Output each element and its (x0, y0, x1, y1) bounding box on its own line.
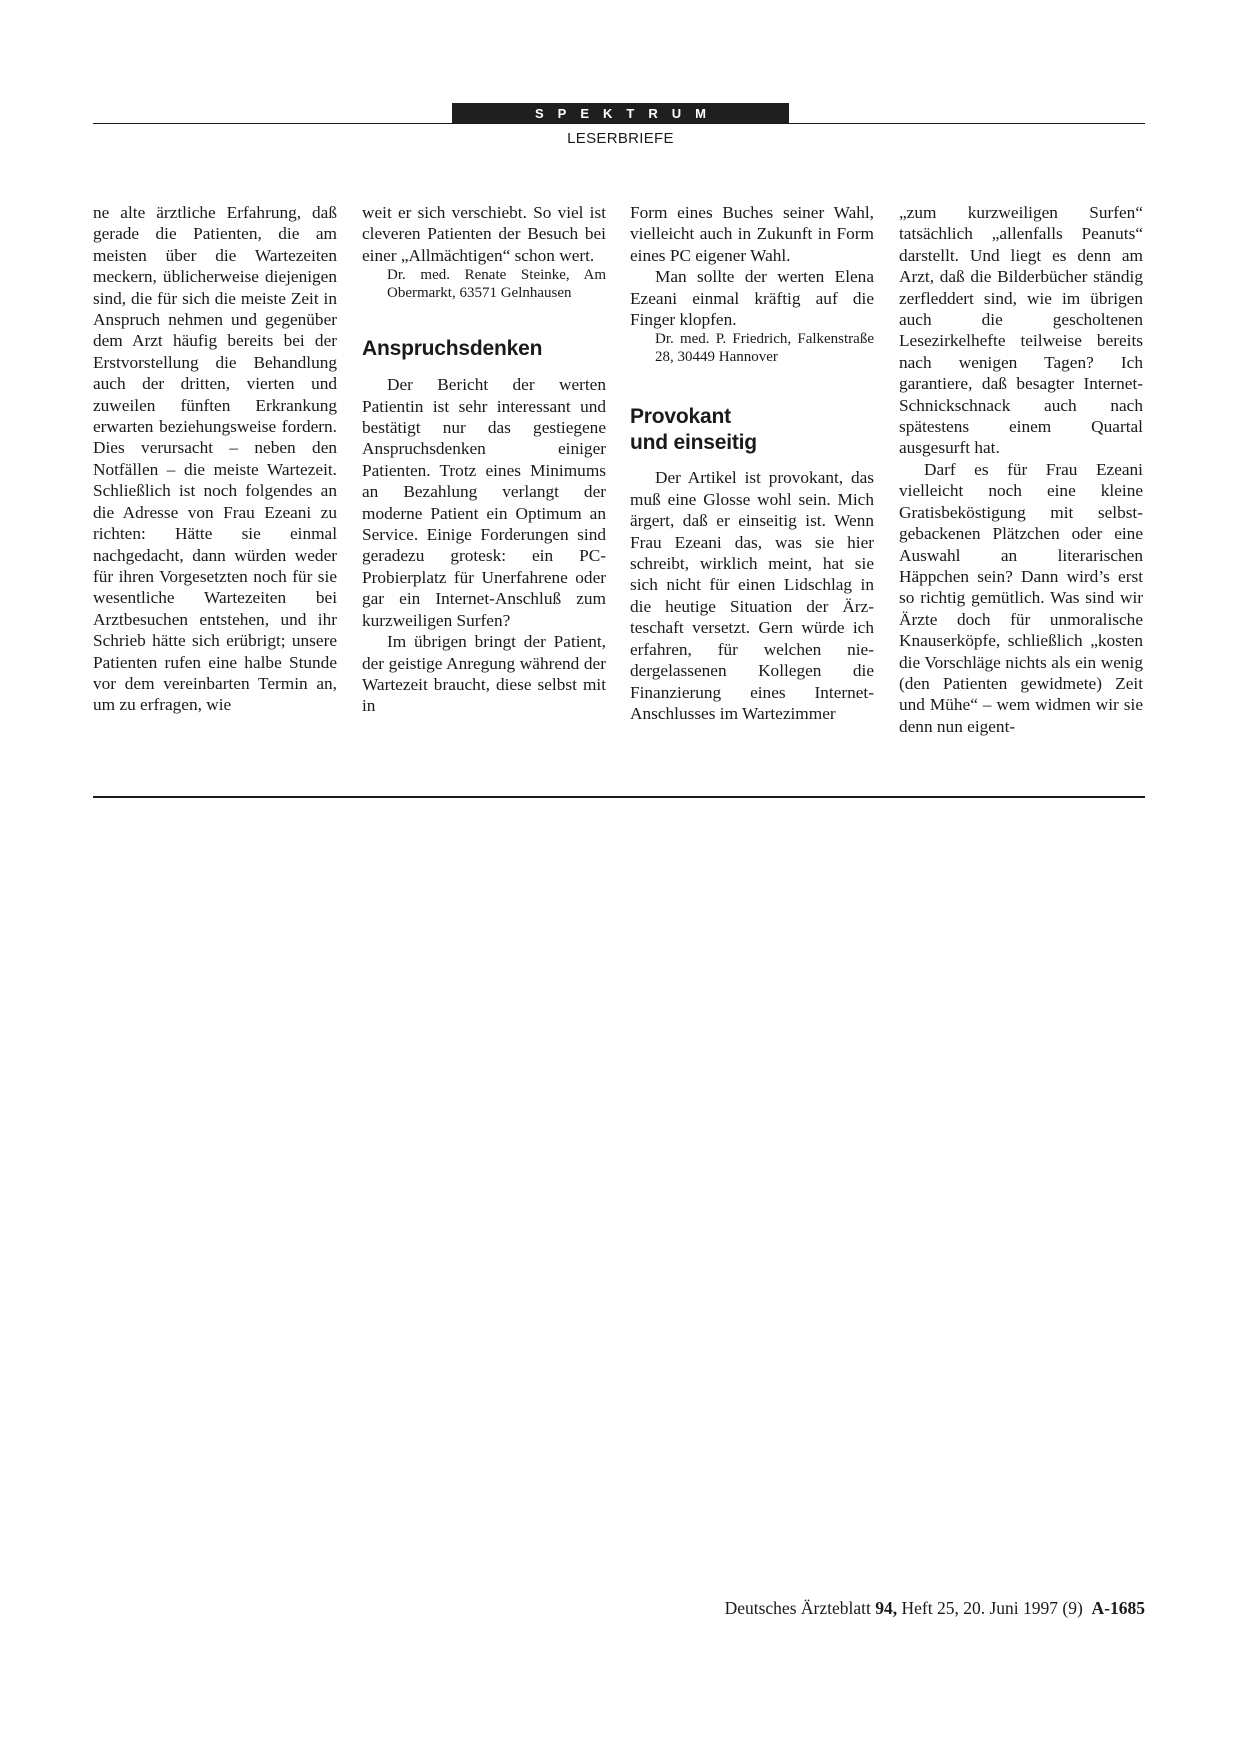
column-1 (93, 202, 337, 716)
letter-signature: Dr. med. P. Friedrich, Falkenstraße 28, 30449 Hannover (655, 331, 874, 366)
letter-paragraph: Der Bericht der werten Patientin ist sehr interessant und bestätigt nur das gestiegene Anspruchsdenken einiger Patienten. Trotz eines Minimums an Bezahlung verlangt der moderne Patient ein Optimum an Service. Einige Forderungen sind geradezu grotesk: ein PC-Probierplatz für Unerfahrene oder gar ein Internet-Anschluß zum kurzweiligen Surfen? (362, 375, 606, 630)
letter-continuation-text: weit er sich verschiebt. So viel ist cleveren Patienten der Besuch bei einer „Allmächtigen“ schon wert. (362, 203, 606, 265)
letter-paragraph: Darf es für Frau Ezeani vielleicht noch eine kleine Gratisbeköstigung mit selbstgebackenen Plätzchen oder eine Auswahl an literarischen Häppchen sein? Dann wird’s erst so richtig gemütlich. Was sind wir Ärzte doch für unmoralische Knauserköpfe, schließlich „kosten die Vorschläge nichts als ein wenig (den Patienten gewidmete) Zeit und Mühe“ – wem widmen wir sie denn nun eigent- (899, 459, 1143, 736)
letter-paragraph: Man sollte der werten Elena Ezeani einmal kräftig auf die Finger klopfen. (630, 267, 874, 330)
journal-name: Deutsches Ärzteblatt (724, 1598, 871, 1618)
subsection-label: LESERBRIEFE (567, 130, 674, 147)
column-4 (899, 202, 1143, 737)
column-3 (630, 202, 874, 724)
heading-line-2: und einseitig (630, 431, 757, 455)
page-number: A-1685 (1091, 1598, 1145, 1618)
letter-heading: Anspruchsdenken (362, 337, 543, 361)
letter-signature: Dr. med. Renate Steinke, Am Obermarkt, 63571 Gelnhausen (387, 267, 606, 302)
letter-continuation-text: ne alte ärztliche Erfahrung, daß gerade die Patienten, die am meisten über die Wartezeiten meckern, üblicherweise diejenigen sind, die für sich die meiste Zeit in Anspruch nehmen und gegenüber dem Arzt häufig bereits bei der Erstvorstellung die Behandlung auch der dritten, vierten und zuweilen fünften Erkrankung erwarten beziehungsweise fordern. Dies verursacht – neben den Notfällen – die meiste Wartezeit. Schließlich ist noch folgendes an die Adresse von Frau Ezeani zu richten: Hätte sie einmal nachgedacht, dann würden weder für ihren Vorgesetzten noch für sie wesentliche Wartezeiten bei Arztbesuchen entstehen, und ihr Schrieb hätte sich erübrigt; unsere Patienten rufen eine halbe Stunde vor dem vereinbarten Termin an, um zu erfragen, wie (93, 203, 337, 715)
letter-continuation-text: „zum kurzweiligen Surfen“ tatsächlich „allenfalls Peanuts“ darstellt. Und liegt es denn am Arzt, daß die Bilderbücher ständig zerfleddert sind, wie im übrigen auch die gescholtenen Lesezirkelhefte teilweise bereits nach wenigen Tagen? Ich garantiere, daß besagter Internet-Schnickschnack auch nach spätestens einem Quartal ausgesurft hat. (899, 203, 1143, 458)
heading-line-1: Provokant (630, 405, 731, 429)
letter-continuation-text: Form eines Buches seiner Wahl, vielleicht auch in Zukunft in Form eines PC eigener Wahl. (630, 203, 874, 265)
page-footer (725, 1598, 1145, 1619)
section-header-bar: SPEKTRUM (452, 103, 789, 124)
journal-volume: 94, (875, 1598, 898, 1618)
column-2 (362, 202, 606, 717)
letter-paragraph: Der Artikel ist provokant, das muß eine Glosse wohl sein. Mich ärgert, daß er einseitig ist. Wenn Frau Ezeani das, was sie hier schreibt, wirklich meint, hat sie sich nicht für einen Lidschlag in die heutige Situation der Ärzteschaft versetzt. Gern würde ich erfahren, für welchen niedergelassenen Kollegen die Finanzierung eines Internet-Anschlusses im Wartezimmer (630, 468, 874, 723)
article-bottom-rule (93, 796, 1145, 798)
header-rule (93, 123, 1145, 124)
letter-heading (630, 404, 874, 456)
issue-info: Heft 25, 20. Juni 1997 (9) (901, 1598, 1083, 1618)
letter-paragraph: Im übrigen bringt der Patient, der geistige Anregung während der Wartezeit braucht, diese selbst mit in (362, 632, 606, 716)
